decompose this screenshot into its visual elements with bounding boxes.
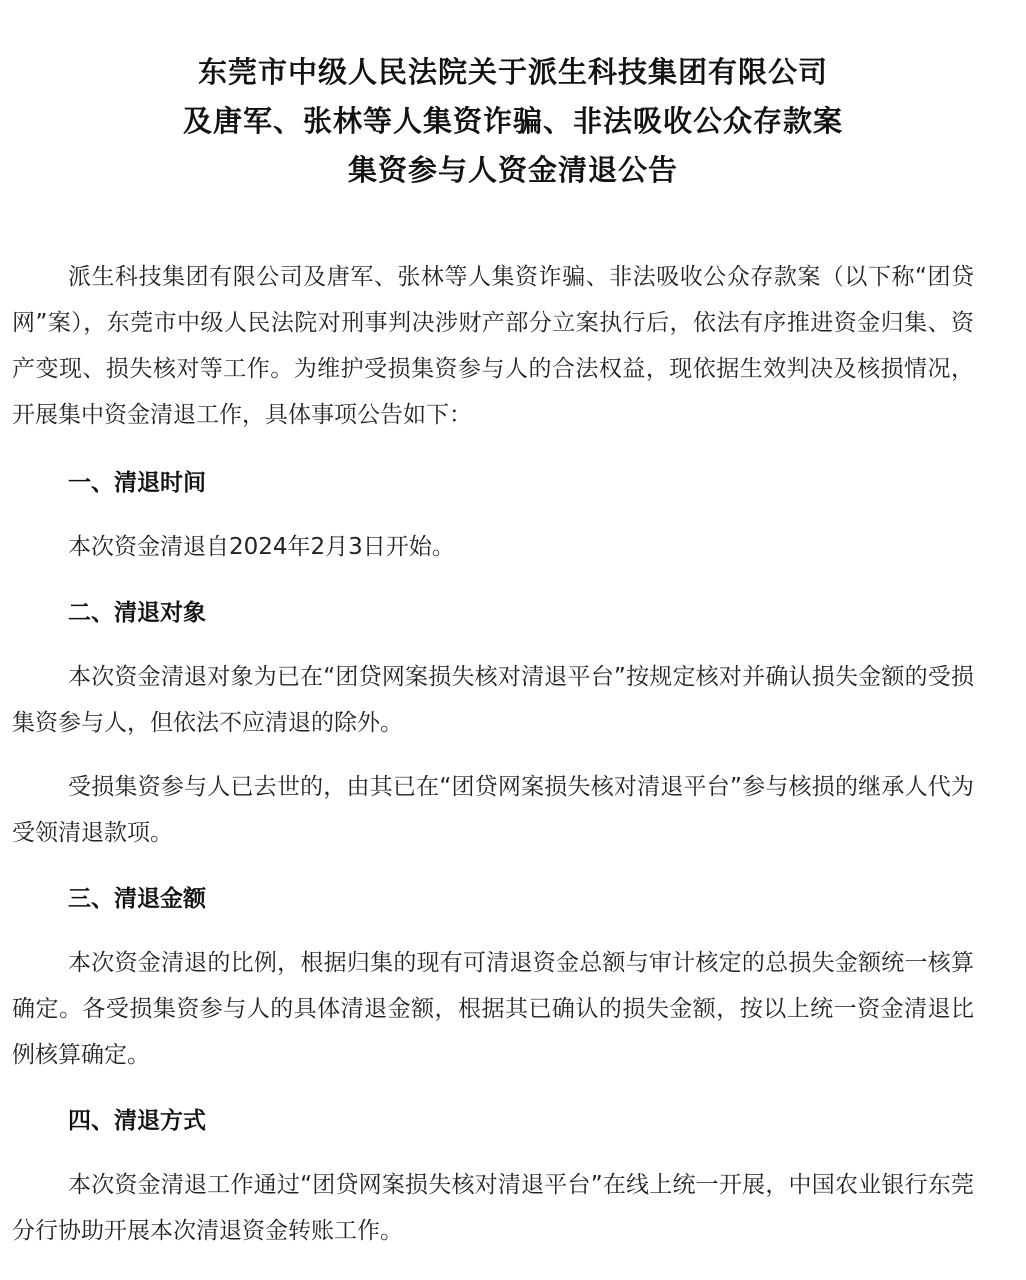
intro-paragraph: 派生科技集团有限公司及唐军、张林等人集资诈骗、非法吸收公众存款案（以下称“团贷网”案），东莞市中级人民法院对刑事判决涉财产部分立案执行后，依法有序推进资金归集、资产变现、损失核对等工作。为维护受损集资参与人的合法权益，现依据生效判决及核损情况，开展集中资金清退工作，具体事项公告如下： (12, 264, 974, 428)
section-heading-target: 二、清退对象 (68, 600, 206, 626)
section-target-paragraph-1: 本次资金清退对象为已在“团贷网案损失核对清退平台”按规定核对并确认损失金额的受损集资参与人，但依法不应清退的除外。 (12, 664, 974, 736)
notice-title (0, 48, 1026, 195)
section-time-paragraph: 本次资金清退自2024年2月3日开始。 (68, 534, 455, 560)
section-heading-amount: 三、清退金额 (68, 886, 206, 912)
section-heading-method: 四、清退方式 (68, 1108, 206, 1134)
section-target-paragraph-2: 受损集资参与人已去世的，由其已在“团贷网案损失核对清退平台”参与核损的继承人代为受领清退款项。 (12, 774, 974, 846)
title-line-3: 集资参与人资金清退公告 (347, 153, 678, 187)
notice-body (12, 254, 974, 1254)
section-amount-paragraph: 本次资金清退的比例，根据归集的现有可清退资金总额与审计核定的总损失金额统一核算确定。各受损集资参与人的具体清退金额，根据其已确认的损失金额，按以上统一资金清退比例核算确定。 (12, 950, 974, 1068)
section-method-paragraph: 本次资金清退工作通过“团贷网案损失核对清退平台”在线上统一开展，中国农业银行东莞分行协助开展本次清退资金转账工作。 (12, 1172, 974, 1244)
title-line-2: 及唐军、张林等人集资诈骗、非法吸收公众存款案 (182, 104, 843, 138)
section-heading-time: 一、清退时间 (68, 470, 206, 496)
title-line-1: 东莞市中级人民法院关于派生科技集团有限公司 (197, 55, 828, 89)
